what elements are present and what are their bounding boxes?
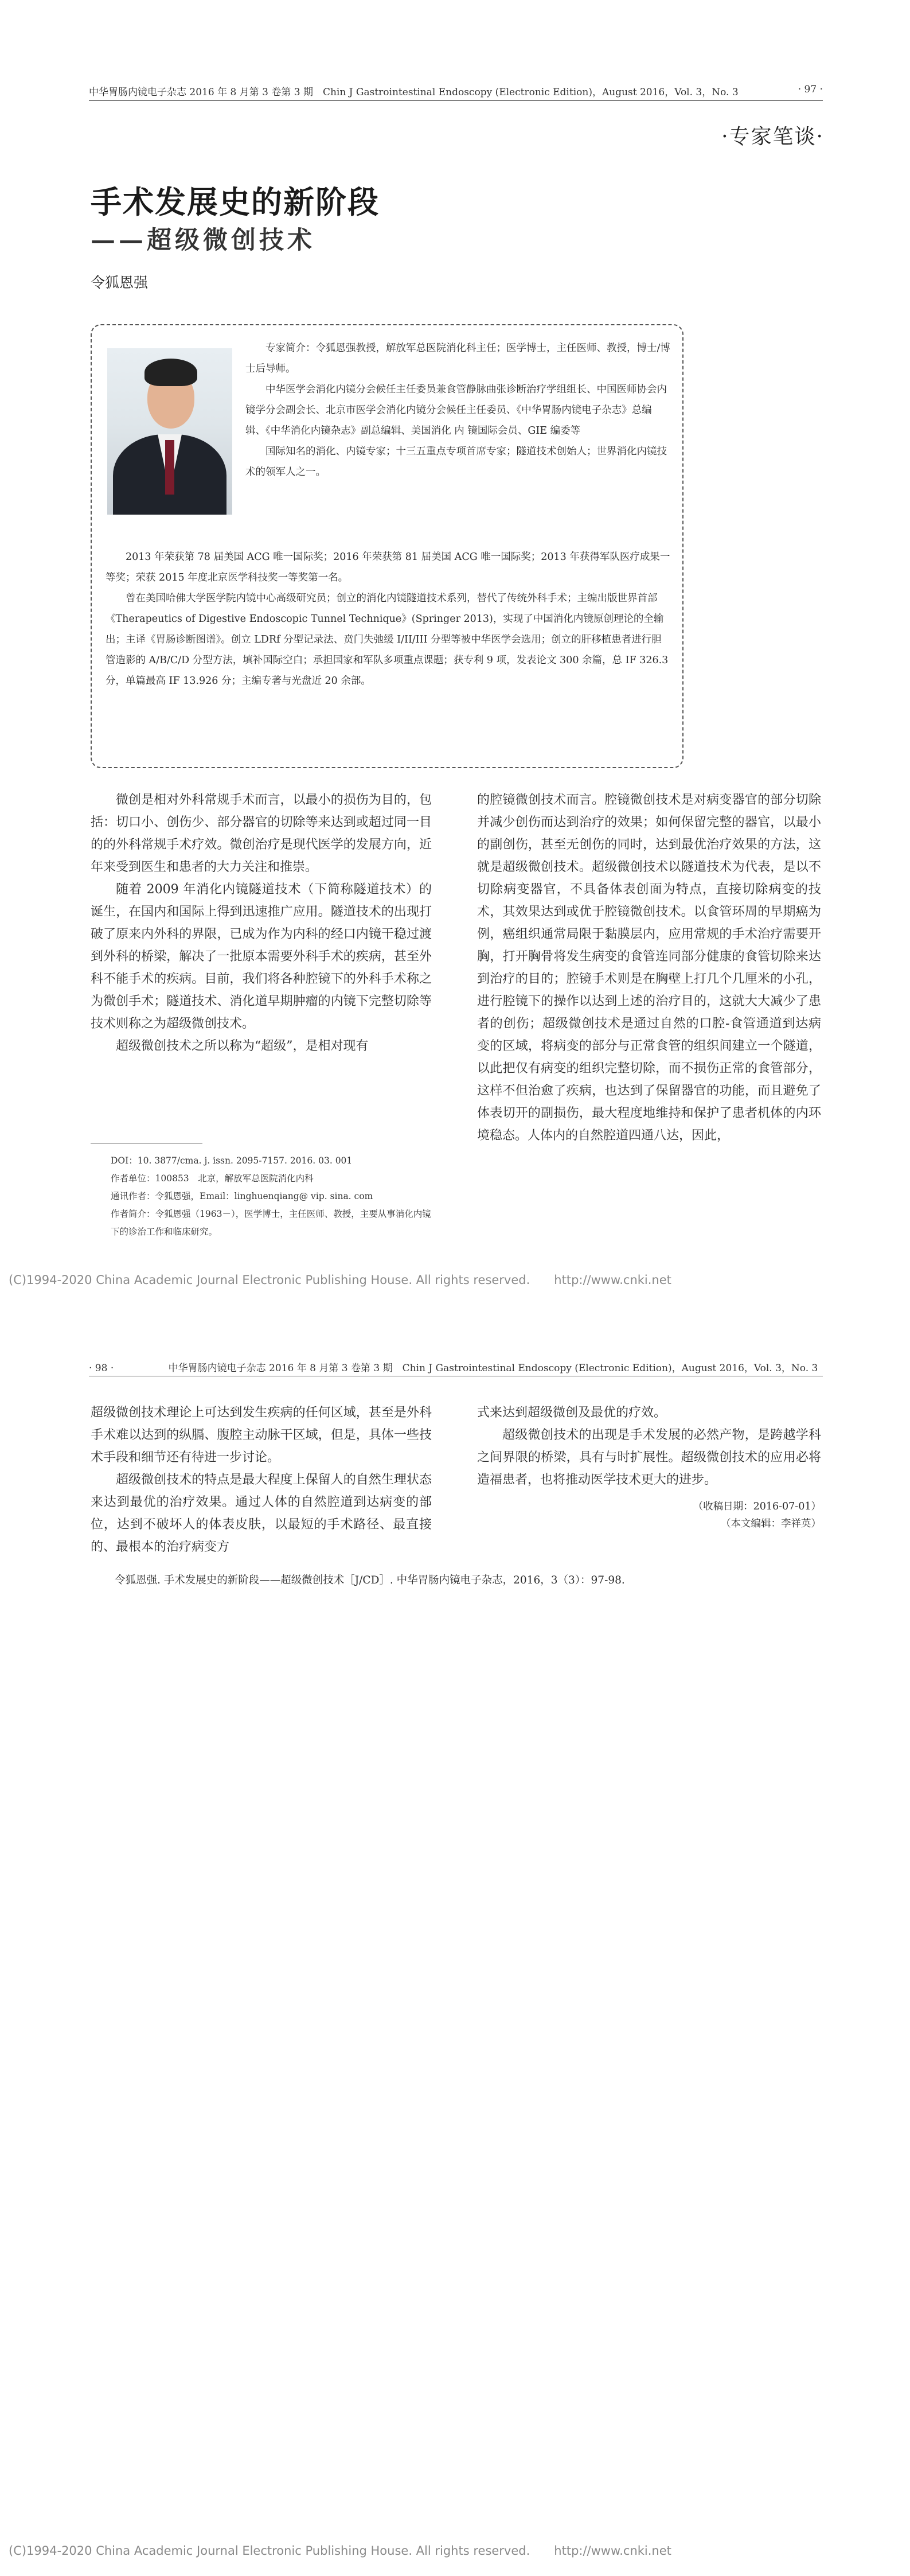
bio-achievements: 曾在美国哈佛大学医学院内镜中心高级研究员；创立的消化内镜隧道技术系列，替代了传统外科手术；主编出版世界首部《Therapeutics of Digestive Endoscopic Tunnel Technique》(Springer 2013)，实现了中国消化内镜原创理论的全输出；主译《胃肠诊断图谱》。创立 LDRf 分型记录法、贲门失弛缓 I/II/III 分型等被中华医学会选用；创立的肝移植患者进行胆管造影的 A/B/C/D 分型方法，填补国际空白；承担国家和军队多项重点课题；获专利 9 项，发表论文 300 余篇，总 IF 326.3 分，单篇最高 IF 13.926 分；主编专著与光盘近 20 余部。 [106,593,669,687]
corresponding-author: 通讯作者：令狐恩强，Email：linghuenqiang@ vip. sina. com [111,1191,373,1201]
bio-side-text [245,338,671,482]
body-paragraph: 的腔镜微创技术而言。腔镜微创技术是对病变器官的部分切除并减少创伤而达到治疗的效果；如何保留完整的器官，以最小的副创伤，甚至无创伤的同时，达到最优治疗效果的方法，这就是超级微创技术。超级微创技术以隧道技术为代表，是以不切除病变器官，不具备体表创面为特点，直接切除病变的技术，其效果达到或优于腔镜微创技术。以食管环周的早期癌为例，癌组织通常局限于黏膜层内，应用常规的手术治疗需要开胸，打开胸骨将发生病变的食管连同部分健康的食管切除来达到治疗的目的；腔镜手术则是在胸壁上打几个几厘米的小孔，进行腔镜下的操作以达到上述的治疗目的，这就大大减少了患者的创伤；超级微创技术是通过自然的口腔-食管通道到达病变的区域，将病变的部分与正常食管的组织间建立一个隧道，以此把仅有病变的组织完整切除，而不损伤正常的食管部分，这样不但治愈了疾病，也达到了保留器官的功能，而且避免了体表切开的副损伤，最大程度地维持和保护了患者机体的内环境稳态。人体内的自然腔道四通八达，因此， [477,793,821,1143]
body-paragraph: 超级微创技术之所以称为“超级”，是相对现有 [116,1039,369,1053]
author-bio-box [91,324,684,768]
page-number: · 97 · [798,84,823,95]
journal-header: 中华胃肠内镜电子杂志 2016 年 8 月第 3 卷第 3 期 Chin J Gastrointestinal Endoscopy (Electronic Edition)，August 2016，Vol. 3，No. 3 [168,1363,818,1374]
footnotes [91,1152,435,1241]
bio-expertise: 国际知名的消化、内镜专家；十三五重点专项首席专家；隧道技术创始人；世界消化内镜技术的领军人之一。 [245,446,667,478]
article-subtitle: ——超级微创技术 [91,226,315,255]
journal-header: 中华胃肠内镜电子杂志 2016 年 8 月第 3 卷第 3 期 Chin J Gastrointestinal Endoscopy (Electronic Edition)，August 2016，Vol. 3，No. 3 [89,87,739,98]
header-rule [89,100,823,101]
bio-full-text [106,547,670,691]
body-right-column [477,789,821,1147]
running-head [89,84,823,98]
author-profile-note: 作者简介：令狐恩强（1963－），医学博士，主任医师、教授，主要从事消化内镜下的诊治工作和临床研究。 [111,1209,431,1237]
bio-intro: 专家简介：令狐恩强教授，解放军总医院消化科主任；医学博士，主任医师、教授，博士/博士后导师。 [245,343,670,375]
citation: 令狐恩强. 手术发展史的新阶段——超级微创技术［J/CD］. 中华胃肠内镜电子杂志，2016，3（3）：97-98. [115,1574,625,1586]
author-affiliation: 作者单位：100853 北京，解放军总医院消化内科 [111,1173,314,1184]
watermark: (C)1994-2020 China Academic Journal Electronic Publishing House. All rights reserved. http://www.cnki.net [9,1273,671,1287]
column-tag: ·专家笔谈· [721,125,824,149]
body-paragraph: 超级微创技术理论上可达到发生疾病的任何区域，甚至是外科手术难以达到的纵膈、腹腔主动脉干区域，但是，具体一些技术手段和细节还有待进一步讨论。 [91,1406,432,1465]
body-left-column [91,1402,432,1558]
author-portrait [107,348,232,515]
watermark: (C)1994-2020 China Academic Journal Electronic Publishing House. All rights reserved. http://www.cnki.net [9,2544,671,2558]
article-title: 手术发展史的新阶段 [91,184,380,220]
page-number: · 98 · [89,1363,114,1374]
received-date: （收稿日期：2016-07-01） [693,1501,821,1512]
body-left-column [91,789,432,1057]
body-paragraph: 超级微创技术的特点是最大程度上保留人的自然生理状态来达到最优的治疗效果。通过人体的自然腔道到达病变的部位，达到不破坏人的体表皮肤，以最短的手术路径、最直接的、最根本的治疗病变方 [91,1473,432,1554]
editor-note: （本文编辑：李祥英） [721,1518,821,1530]
body-paragraph: 超级微创技术的出现是手术发展的必然产物，是跨越学科之间界限的桥梁，具有与时扩展性。超级微创技术的应用必将造福患者，也将推动医学技术更大的进步。 [477,1428,821,1487]
running-head [89,1360,823,1374]
body-paragraph: 式来达到超级微创及最优的疗效。 [477,1406,667,1420]
doi: DOI：10. 3877/cma. j. issn. 2095-7157. 2016. 03. 001 [111,1155,353,1166]
body-paragraph: 随着 2009 年消化内镜隧道技术（下简称隧道技术）的诞生，在国内和国际上得到迅速推广应用。隧道技术的出现打破了原来内外科的界限，已成为作为内科的经口内镜干稳过渡到外科的桥梁，解决了一批原本需要外科手术的疾病，甚至外科不能手术的疾病。目前，我们将各种腔镜下的外科手术称之为微创手术；隧道技术、消化道早期肿瘤的内镜下完整切除等技术则称之为超级微创技术。 [91,882,432,1031]
body-paragraph: 微创是相对外科常规手术而言，以最小的损伤为目的，包括：切口小、创伤少、部分器官的切除等来达到或超过同一目的的外科常规手术疗效。微创治疗是现代医学的发展方向，近年来受到医生和患者的大力关注和推崇。 [91,793,432,874]
body-right-column [477,1402,821,1532]
bio-awards: 2013 年荣获第 78 届美国 ACG 唯一国际奖；2016 年荣获第 81 届美国 ACG 唯一国际奖；2013 年获得军队医疗成果一等奖；荣获 2015 年度北京医学科技奖一等奖第一名。 [106,551,670,583]
author-name: 令狐恩强 [91,274,149,291]
bio-positions: 中华医学会消化内镜分会候任主任委员兼食管静脉曲张诊断治疗学组组长、中国医师协会内镜学分会副会长、北京市医学会消化内镜分会候任主任委员、《中华胃肠内镜电子杂志》总编辑、《中华消化内镜杂志》副总编辑、美国消化 内 镜国际会员、GIE 编委等 [245,384,667,437]
page-97 [0,0,910,1287]
page-98 [0,1360,910,2576]
